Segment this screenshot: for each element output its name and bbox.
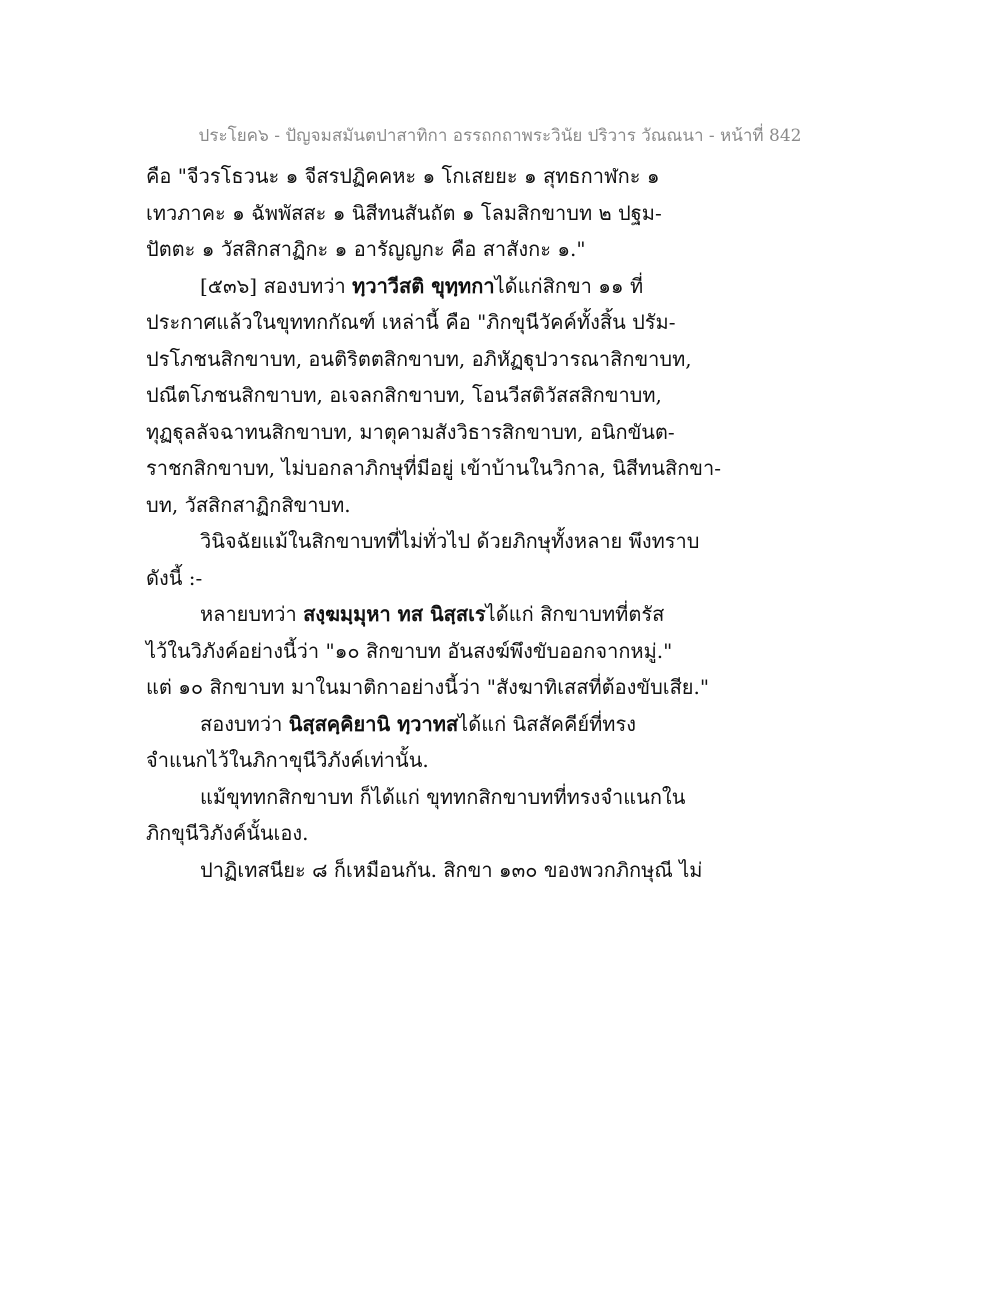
line-lead: หลายบทว่า bbox=[200, 602, 304, 626]
text-line: ปณีตโภชนสิกขาบท, อเจลกสิกขาบท, โอนวีสติวัสสสิกขาบท, bbox=[146, 383, 662, 407]
pali-term: ทฺวาวีสติ ขุทฺทกา bbox=[352, 273, 495, 298]
text-line: จำแนกไว้ในภิกาขุนีวิภังค์เท่านั้น. bbox=[146, 748, 429, 772]
text-line: แต่ ๑๐ สิกขาบท มาในมาติกาอย่างนี้ว่า "สังฆาทิเสสที่ต้องขับเสีย." bbox=[146, 675, 710, 699]
text-line: ปาฏิเทสนียะ ๘ ก็เหมือนกัน. สิกขา ๑๓๐ ของพวกภิกษุณี ไม่ bbox=[200, 857, 703, 882]
line-lead: สองบทว่า bbox=[200, 711, 289, 736]
text-line: เทวภาคะ ๑ ฉัพพัสสะ ๑ นิสีทนสันถัต ๑ โลมสิกขาบท ๒ ปฐม- bbox=[146, 200, 662, 225]
text-line-with-term bbox=[146, 706, 866, 743]
line-tail: ได้แก่ สิกขาบทที่ตรัส bbox=[485, 602, 665, 626]
text-line: ดังนี้ :- bbox=[146, 565, 203, 590]
text-line: วินิจฉัยแม้ในสิกขาบทที่ไม่ทั่วไป ด้วยภิกษุทั้งหลาย พึงทราบ bbox=[200, 529, 700, 553]
text-line: ไว้ในวิภังค์อย่างนี้ว่า "๑๐ สิกขาบท อันสงฆ์พึงขับออกจากหมู่." bbox=[146, 638, 673, 663]
text-line: แม้ขุททกสิกขาบท ก็ได้แก่ ขุททกสิกขาบทที่ทรงจำแนกใน bbox=[200, 784, 686, 809]
line-tail: ได้แก่ นิสสัคคีย์ที่ทรง bbox=[458, 711, 636, 736]
pali-term: สงฺฆมฺมุหา ทส นิสฺสเร bbox=[303, 602, 486, 626]
text-line-with-term bbox=[146, 268, 866, 305]
text-line-with-term bbox=[146, 596, 866, 633]
text-line: ภิกขุนีวิภังค์นั้นเอง. bbox=[146, 821, 309, 845]
text-line: ทุฏฐุลลัจฉาทนสิกขาบท, มาตุคามสังวิธารสิกขาบท, อนิกขันต- bbox=[146, 419, 675, 444]
body-text bbox=[146, 158, 866, 888]
running-header: ประโยค๖ - ปัญจมสมันตปาสาทิกา อรรถกถาพระวินัย ปริวาร วัณณนา - หน้าที่ 842 bbox=[198, 126, 802, 146]
line-lead: [๕๓๖] สองบทว่า bbox=[200, 273, 353, 298]
text-line: ปรโภชนสิกขาบท, อนติริตตสิกขาบท, อภิหัฏฐุปวารณาสิกขาบท, bbox=[146, 346, 692, 371]
pali-term: นิสฺสคฺคิยานิ ทฺวาทส bbox=[288, 711, 459, 736]
line-tail: ได้แก่สิกขา ๑๑ ที่ bbox=[494, 273, 644, 298]
text-line: คือ "จีวรโธวนะ ๑ จีสรปฏิคคหะ ๑ โกเสยยะ ๑ สุทธกาฬกะ ๑ bbox=[146, 164, 660, 188]
text-line: บท, วัสสิกสาฏิกสิขาบท. bbox=[146, 492, 351, 517]
text-line: ปัตตะ ๑ วัสสิกสาฏิกะ ๑ อารัญญกะ คือ สาสังกะ ๑." bbox=[146, 237, 586, 261]
text-line: ราชกสิกขาบท, ไม่บอกลาภิกษุที่มีอยู่ เข้าบ้านในวิกาล, นิสีทนสิกขา- bbox=[146, 456, 721, 480]
text-line: ประกาศแล้วในขุททกกัณฑ์ เหล่านี้ คือ "ภิกขุนีวัคค์ทั้งสิ้น ปรัม- bbox=[146, 310, 676, 334]
